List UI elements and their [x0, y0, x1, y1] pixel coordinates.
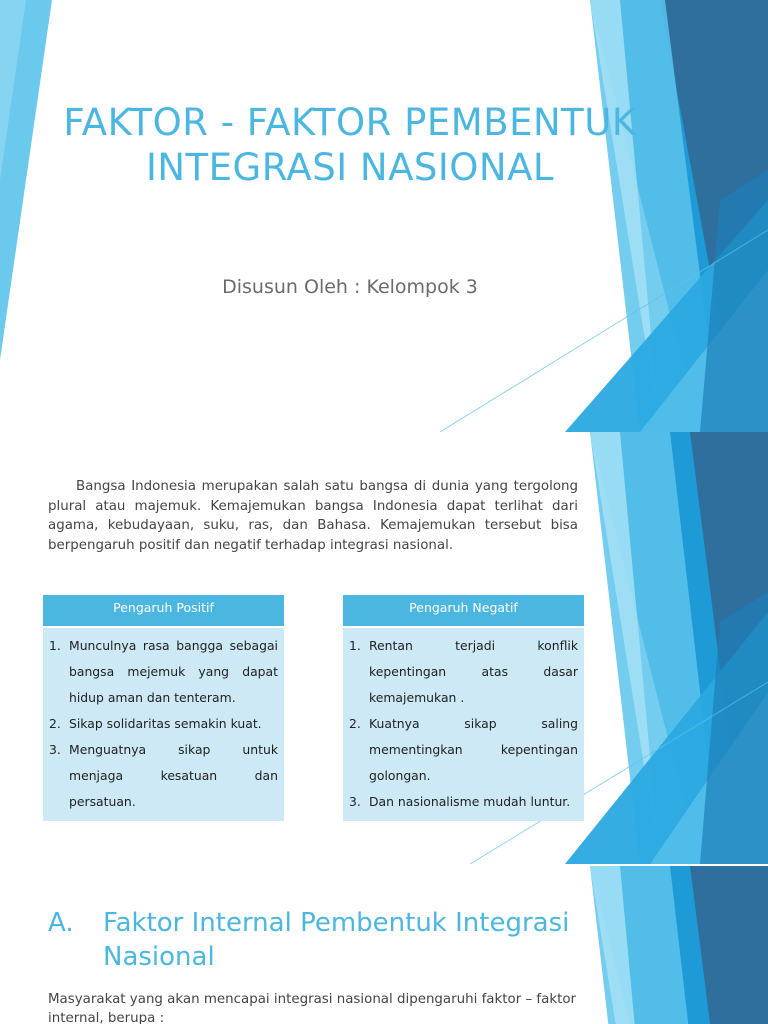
list-item: 2. Sikap solidaritas semakin kuat.: [49, 716, 262, 731]
list-item: 1. Munculnya rasa bangga sebagai bangsa mejemuk yang dapat hidup aman dan tenteram.: [49, 638, 278, 705]
negative-influence-list: [343, 628, 584, 821]
positive-influence-list: [43, 628, 284, 821]
list-item: 3. Menguatnya sikap untuk menjaga kesatuan dan persatuan.: [49, 742, 278, 809]
slide-internal-factors: [0, 866, 768, 1024]
intro-paragraph: Bangsa Indonesia merupakan salah satu bangsa di dunia yang tergolong plural atau majemuk. Kemajemukan bangsa Indonesia dapat terlihat dari agama, kebudayaan, suku, ras, dan Bahasa. Kemajemukan tersebut bisa berpengaruh positif dan negatif terhadap integrasi nasional.: [48, 479, 578, 553]
negative-influence-header: Pengaruh Negatif: [343, 595, 584, 626]
section-heading: [48, 906, 588, 974]
list-item: 2. Kuatnya sikap saling mementingkan kepentingan golongan.: [349, 716, 578, 783]
slide-content: [0, 432, 768, 864]
section-paragraph: Masyarakat yang akan mencapai integrasi nasional dipengaruhi faktor – faktor internal, berupa :: [48, 992, 577, 1024]
subtitle: Disusun Oleh : Kelompok 3: [222, 276, 478, 298]
positive-influence-header: Pengaruh Positif: [43, 595, 284, 626]
slide-title: [0, 0, 768, 432]
page-title: FAKTOR - FAKTOR PEMBENTUK INTEGRASI NASIONAL: [63, 101, 637, 189]
list-item: 1. Rentan terjadi konflik kepentingan atas dasar kemajemukan .: [349, 638, 578, 705]
negative-influence-box: [343, 595, 584, 821]
section-letter: A.: [48, 908, 74, 938]
decorative-triangles: [0, 0, 768, 432]
section-heading-text: Faktor Internal Pembentuk Integrasi Nasional: [103, 908, 570, 972]
positive-influence-box: [43, 595, 284, 821]
list-item: 3. Dan nasionalisme mudah luntur.: [349, 794, 571, 809]
